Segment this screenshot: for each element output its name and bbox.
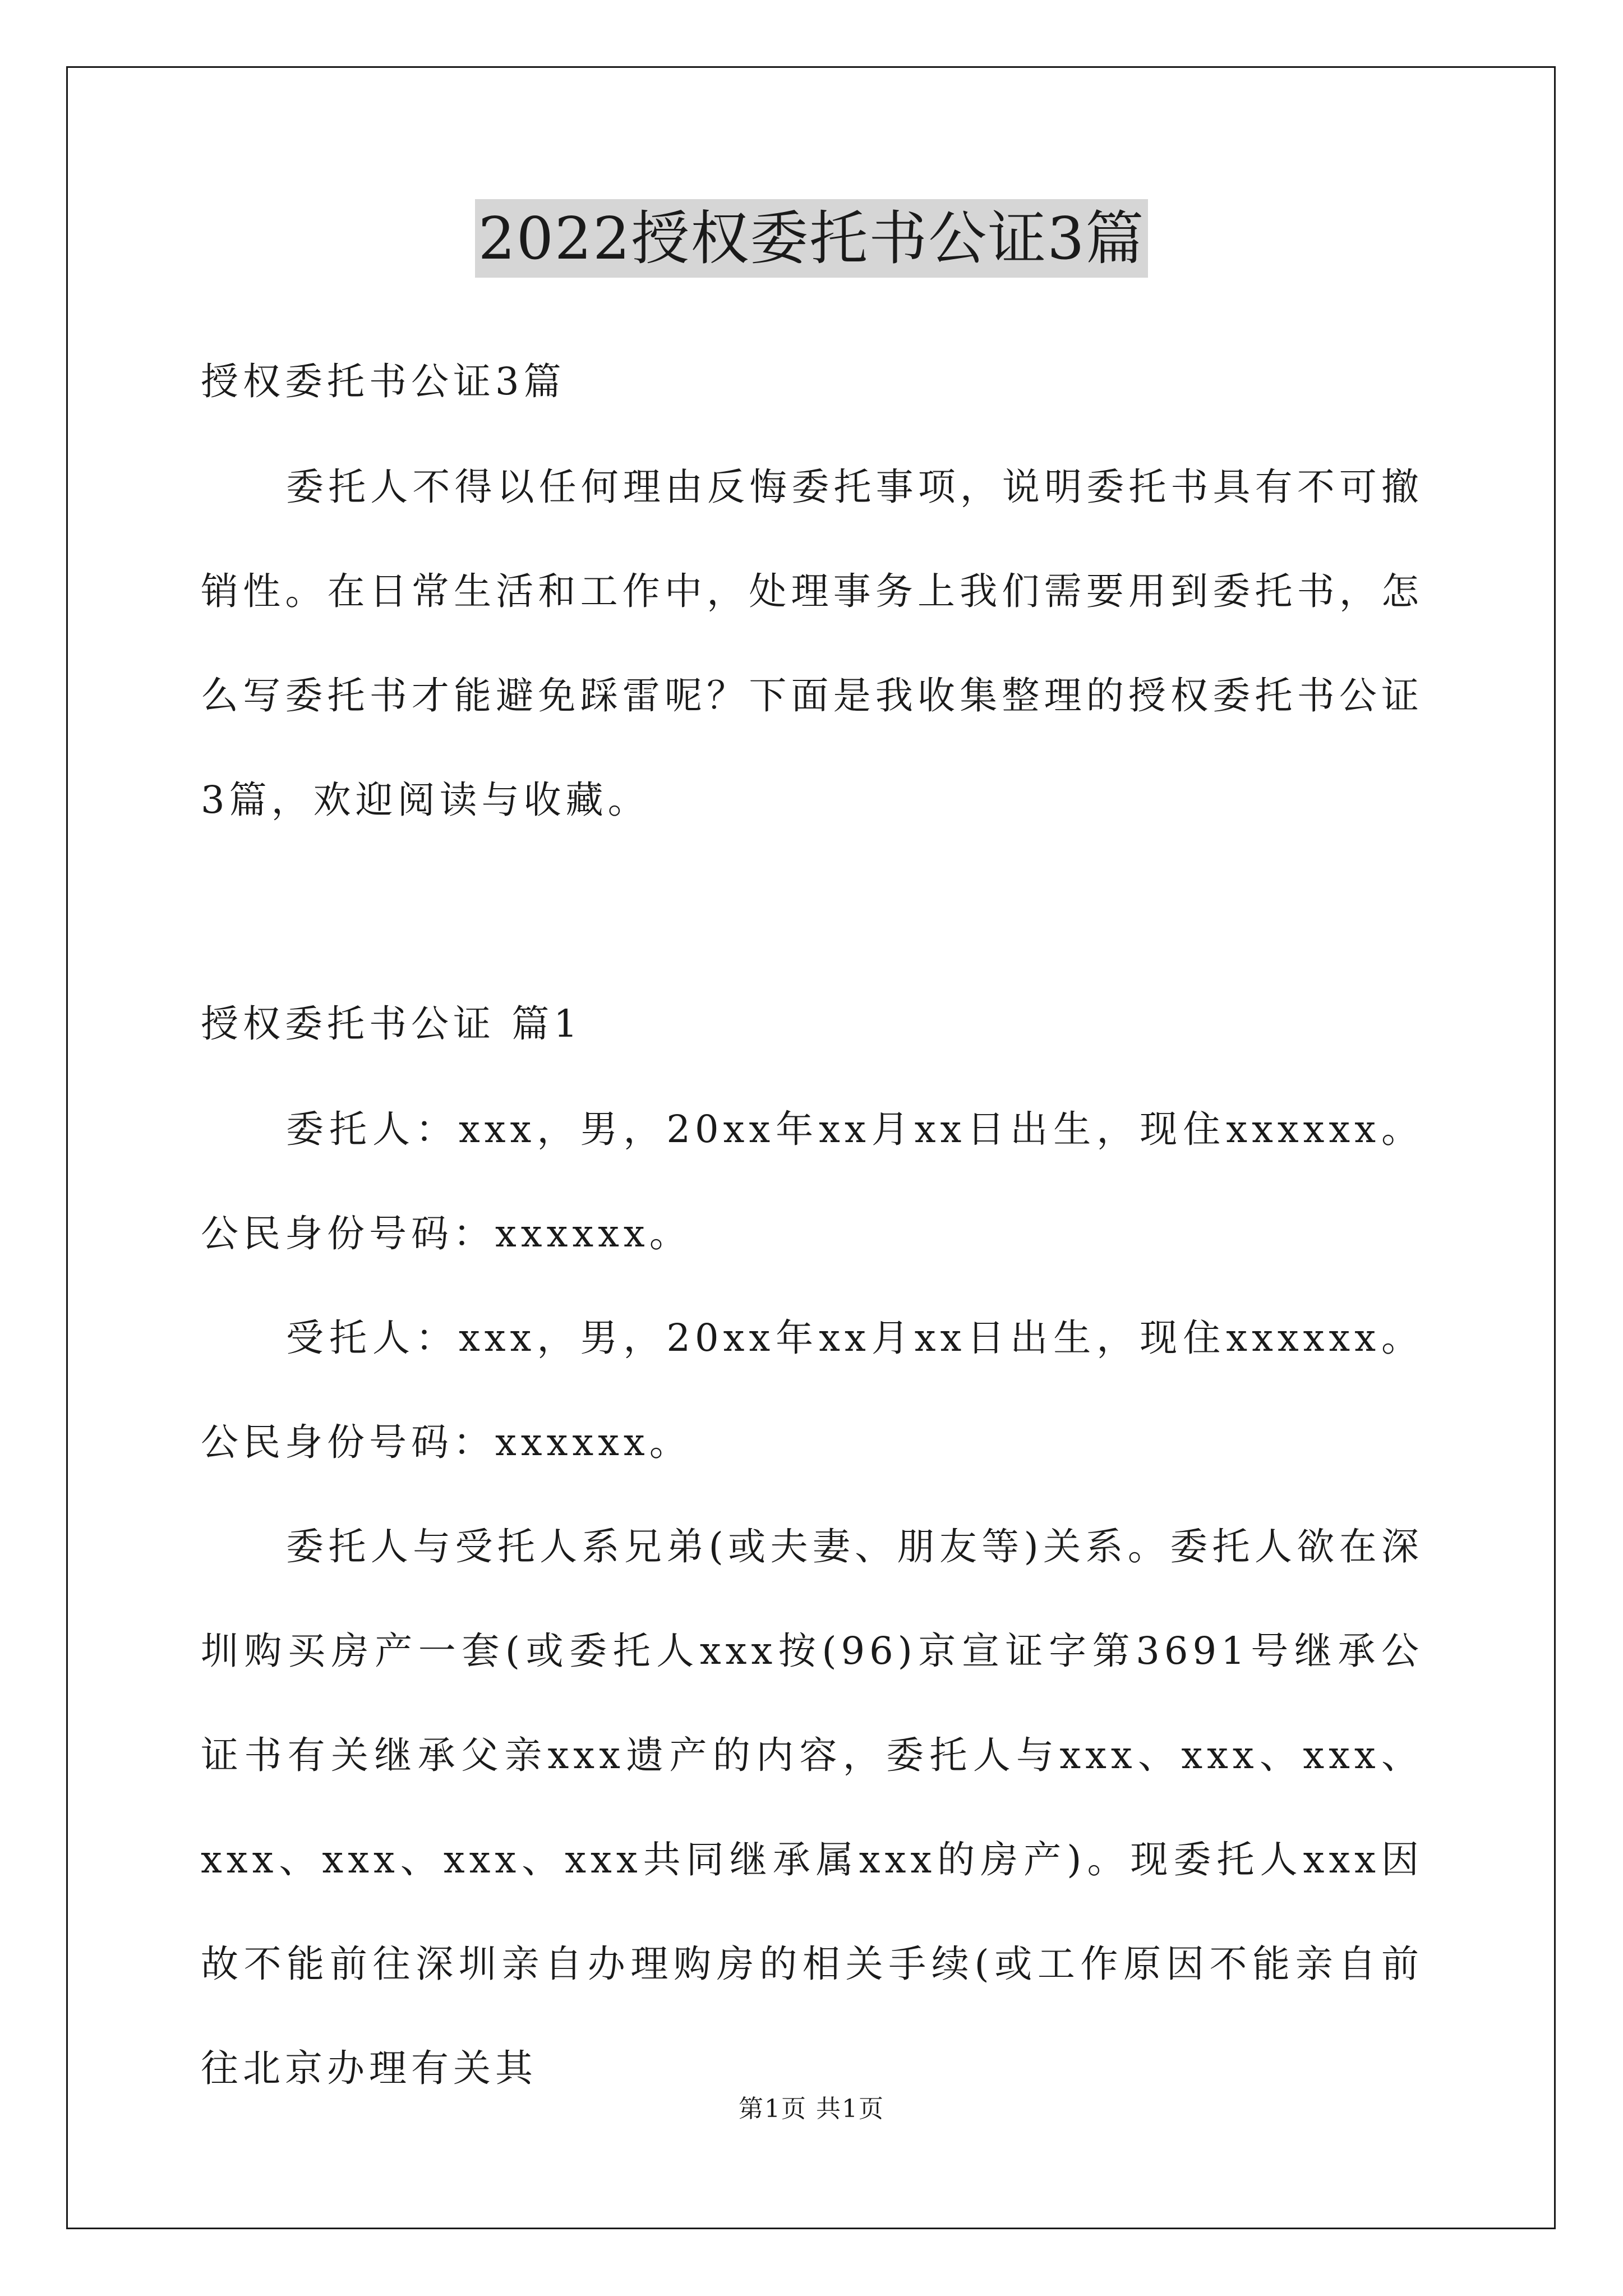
intro-paragraph: 委托人不得以任何理由反悔委托事项，说明委托书具有不可撤销性。在日常生活和工作中，处理事务上我们需要用到委托书，怎么写委托书才能避免踩雷呢？下面是我收集整理的授权委托书公证3篇，欢迎阅读与收藏。 — [201, 465, 1423, 822]
section-body — [201, 1077, 1423, 2120]
relation-paragraph: 委托人与受托人系兄弟(或夫妻、朋友等)关系。委托人欲在深圳购买房产一套(或委托人xxx按(96)京宣证字第3691号继承公证书有关继承父亲xxx遗产的内容，委托人与xxx、xxx、xxx、xxx、xxx、xxx、xxx共同继承属xxx的房产)。现委托人xxx因故不能前往深圳亲自办理购房的相关手续(或工作原因不能亲自前往北京办理有关其 — [201, 1525, 1423, 2090]
principal-paragraph: 委托人：xxx，男，20xx年xx月xx日出生，现住xxxxxx。公民身份号码：xxxxxx。 — [201, 1107, 1423, 1255]
section-heading: 授权委托书公证 篇1 — [201, 1002, 582, 1046]
title-container — [0, 199, 1623, 278]
agent-paragraph: 受托人：xxx，男，20xx年xx月xx日出生，现住xxxxxx。公民身份号码：xxxxxx。 — [201, 1316, 1423, 1464]
page-footer: 第1页 共1页 — [739, 2095, 884, 2123]
document-subtitle: 授权委托书公证3篇 — [201, 360, 566, 403]
document-title: 2022授权委托书公证3篇 — [475, 199, 1149, 278]
intro-paragraph-block — [201, 435, 1423, 852]
